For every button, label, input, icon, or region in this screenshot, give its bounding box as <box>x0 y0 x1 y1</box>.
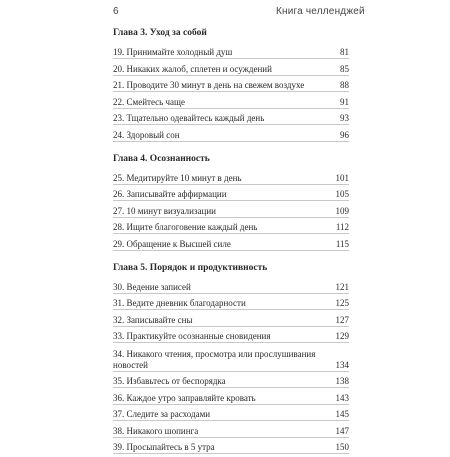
toc-entry <box>113 296 349 310</box>
toc-entry <box>113 280 349 294</box>
chapter-title: Глава 5. Порядок и продуктивность <box>113 262 268 273</box>
toc-entry-title: 38. Никакого шопинга <box>113 425 199 436</box>
chapter-title: Глава 3. Уход за собой <box>113 28 207 38</box>
toc-entry <box>113 374 349 388</box>
toc-entry-page: 121 <box>335 281 349 292</box>
toc-entry-title: 25. Медитируйте 10 минут в день <box>113 172 242 183</box>
toc-entry-page: 105 <box>335 189 349 199</box>
toc-entry <box>113 78 349 92</box>
toc-entry-page: 85 <box>340 63 349 74</box>
toc-entry-page: 134 <box>335 359 349 370</box>
toc-entry <box>113 204 349 218</box>
chapter-section <box>113 27 349 142</box>
toc-entry <box>113 128 349 142</box>
toc-entry-title: 26. Записывайте аффирмации <box>113 189 227 199</box>
toc-entry-page: 93 <box>340 113 349 123</box>
toc-entry-title: 32. Записывайте сны <box>113 314 193 325</box>
running-title: Книга челленджей <box>276 6 365 17</box>
table-of-contents <box>113 27 349 457</box>
toc-entry-title: 35. Избавьтесь от беспорядка <box>113 376 226 386</box>
page-header <box>0 3 450 21</box>
toc-entry-page: 81 <box>340 47 349 57</box>
toc-entry-title: 31. Ведите дневник благодарности <box>113 298 246 308</box>
toc-entry-title: 21. Проводите 30 минут в день на свежем воздухе <box>113 80 305 90</box>
toc-entry-title: 30. Ведение записей <box>113 281 191 292</box>
toc-entry <box>113 187 349 201</box>
toc-entry <box>113 95 349 109</box>
toc-entry-page: 115 <box>335 238 349 249</box>
chapter-section <box>113 262 349 455</box>
toc-entry-page: 150 <box>335 442 349 452</box>
toc-entry <box>113 237 349 251</box>
toc-entry-title: 29. Обращение к Высшей силе <box>113 238 231 249</box>
toc-entry-page: 145 <box>335 409 349 419</box>
chapter-title: Глава 4. Осознанность <box>113 153 210 164</box>
toc-entry-page: 109 <box>335 205 349 216</box>
toc-entry <box>113 346 349 372</box>
toc-entry <box>113 220 349 234</box>
toc-entry-title: 20. Никаких жалоб, сплетен и осуждений <box>113 63 272 74</box>
toc-entry <box>113 171 349 185</box>
toc-entry-title: 27. 10 минут визуализации <box>113 205 216 216</box>
toc-entry-title: 23. Тщательно одевайтесь каждый день <box>113 113 265 123</box>
toc-entry-page: 88 <box>340 80 349 90</box>
toc-entry <box>113 424 349 438</box>
toc-entry-page: 101 <box>335 172 349 183</box>
toc-entry <box>113 313 349 327</box>
toc-entry-title: 33. Практикуйте осознанные сновидения <box>113 331 271 341</box>
toc-entry <box>113 391 349 405</box>
toc-entry-title: 22. Смейтесь чаще <box>113 96 185 107</box>
toc-entry-page: 129 <box>335 331 349 341</box>
toc-entry <box>113 62 349 76</box>
toc-entry-page: 147 <box>335 425 349 436</box>
toc-entry <box>113 329 349 343</box>
chapter-section <box>113 153 349 251</box>
toc-entry <box>113 407 349 421</box>
toc-entry <box>113 45 349 59</box>
page-number: 6 <box>113 6 119 17</box>
toc-entry-title: 34. Никакого чтения, просмотра или прослушивания новостей <box>113 348 316 370</box>
toc-entry-page: 127 <box>335 314 349 325</box>
toc-entry <box>113 111 349 125</box>
toc-entry-page: 91 <box>340 96 349 107</box>
toc-entry-title: 37. Следите за расходами <box>113 409 211 419</box>
toc-entry <box>113 440 349 454</box>
toc-entry-title: 19. Принимайте холодный душ <box>113 47 233 57</box>
toc-entry-page: 112 <box>335 222 349 232</box>
toc-entry-page: 138 <box>335 376 349 386</box>
toc-entry-title: 28. Ищите благоговение каждый день <box>113 222 258 232</box>
toc-entry-page: 125 <box>335 298 349 308</box>
toc-entry-page: 143 <box>335 392 349 403</box>
toc-entry-title: 39. Просыпайтесь в 5 утра <box>113 442 215 452</box>
toc-entry-title: 36. Каждое утро заправляйте кровать <box>113 392 256 403</box>
toc-entry-page: 96 <box>340 129 349 140</box>
toc-entry-title: 24. Здоровый сон <box>113 129 180 140</box>
